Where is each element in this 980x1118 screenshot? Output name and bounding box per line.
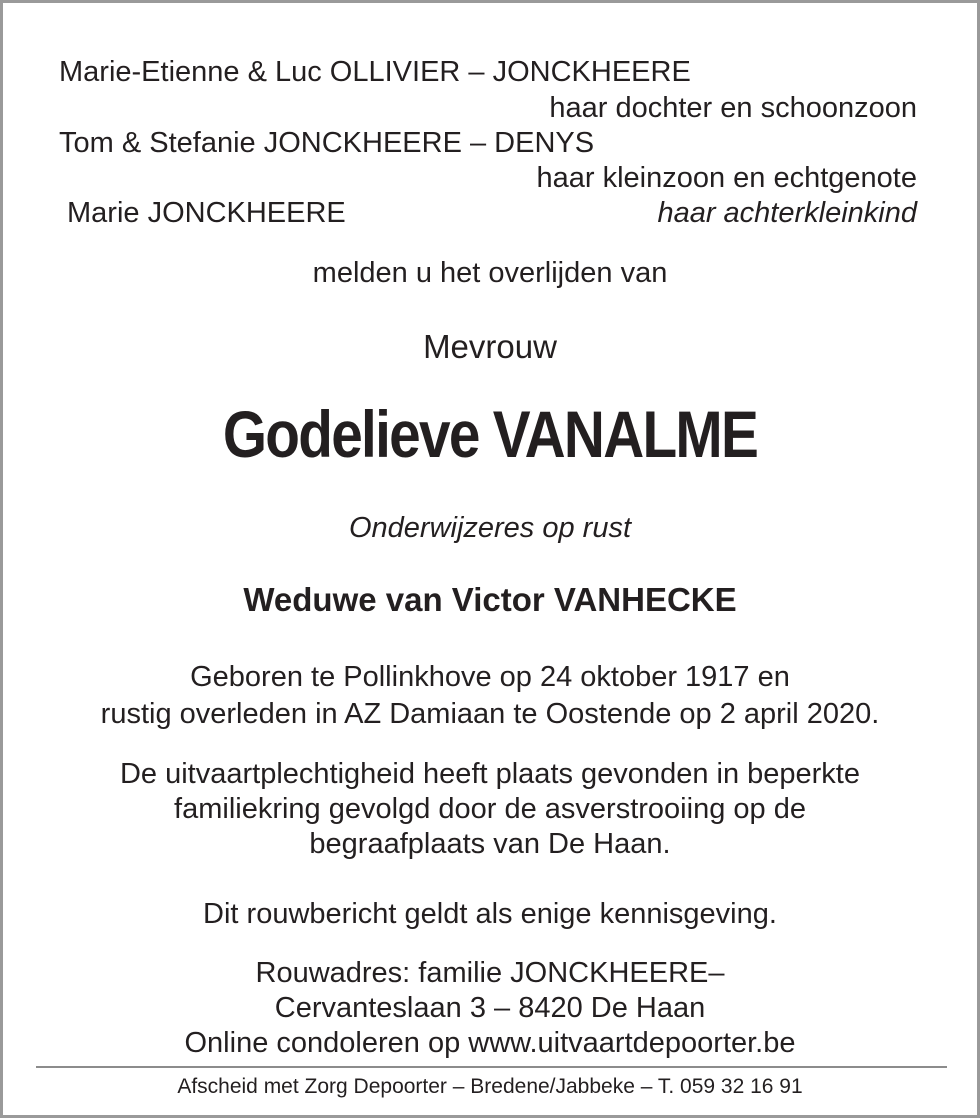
- death-line: rustig overleden in AZ Damiaan te Oostende op 2 april 2020.: [100, 698, 880, 730]
- notice-line: Dit rouwbericht geldt als enige kennisgeving.: [203, 898, 777, 930]
- birth-line: Geboren te Pollinkhove op 24 oktober 1917 en: [190, 661, 790, 693]
- family-member-relation: haar kleinzoon en echtgenote: [536, 162, 917, 194]
- divider: [36, 1066, 947, 1068]
- family-member-name: Marie JONCKHEERE: [67, 197, 346, 229]
- ceremony-line: begraafplaats van De Haan.: [309, 828, 671, 860]
- family-member-name: Tom & Stefanie JONCKHEERE – DENYS: [59, 127, 595, 159]
- announcement-line: melden u het overlijden van: [312, 257, 668, 289]
- family-member-relation: haar achterkleinkind: [657, 197, 917, 229]
- ceremony-line: familiekring gevolgd door de asverstrooiing op de: [174, 793, 806, 825]
- occupation: Onderwijzeres op rust: [348, 512, 632, 544]
- family-member-name: Marie-Etienne & Luc OLLIVIER – JONCKHEERE: [59, 56, 691, 88]
- condolence-link[interactable]: Online condoleren op www.uitvaartdepoorter.be: [184, 1027, 796, 1059]
- address-line: Rouwadres: familie JONCKHEERE–: [255, 957, 725, 989]
- honorific: Mevrouw: [423, 328, 557, 365]
- ceremony-line: De uitvaartplechtigheid heeft plaats gevonden in beperkte: [119, 758, 860, 790]
- family-member-relation: haar dochter en schoonzoon: [549, 92, 917, 124]
- widow-of: Weduwe van Victor VANHECKE: [243, 581, 737, 618]
- deceased-name: Godelieve VANALME: [222, 397, 758, 471]
- funeral-home-footer: Afscheid met Zorg Depoorter – Bredene/Jabbeke – T. 059 32 16 91: [177, 1075, 803, 1098]
- address-line: Cervanteslaan 3 – 8420 De Haan: [274, 992, 706, 1024]
